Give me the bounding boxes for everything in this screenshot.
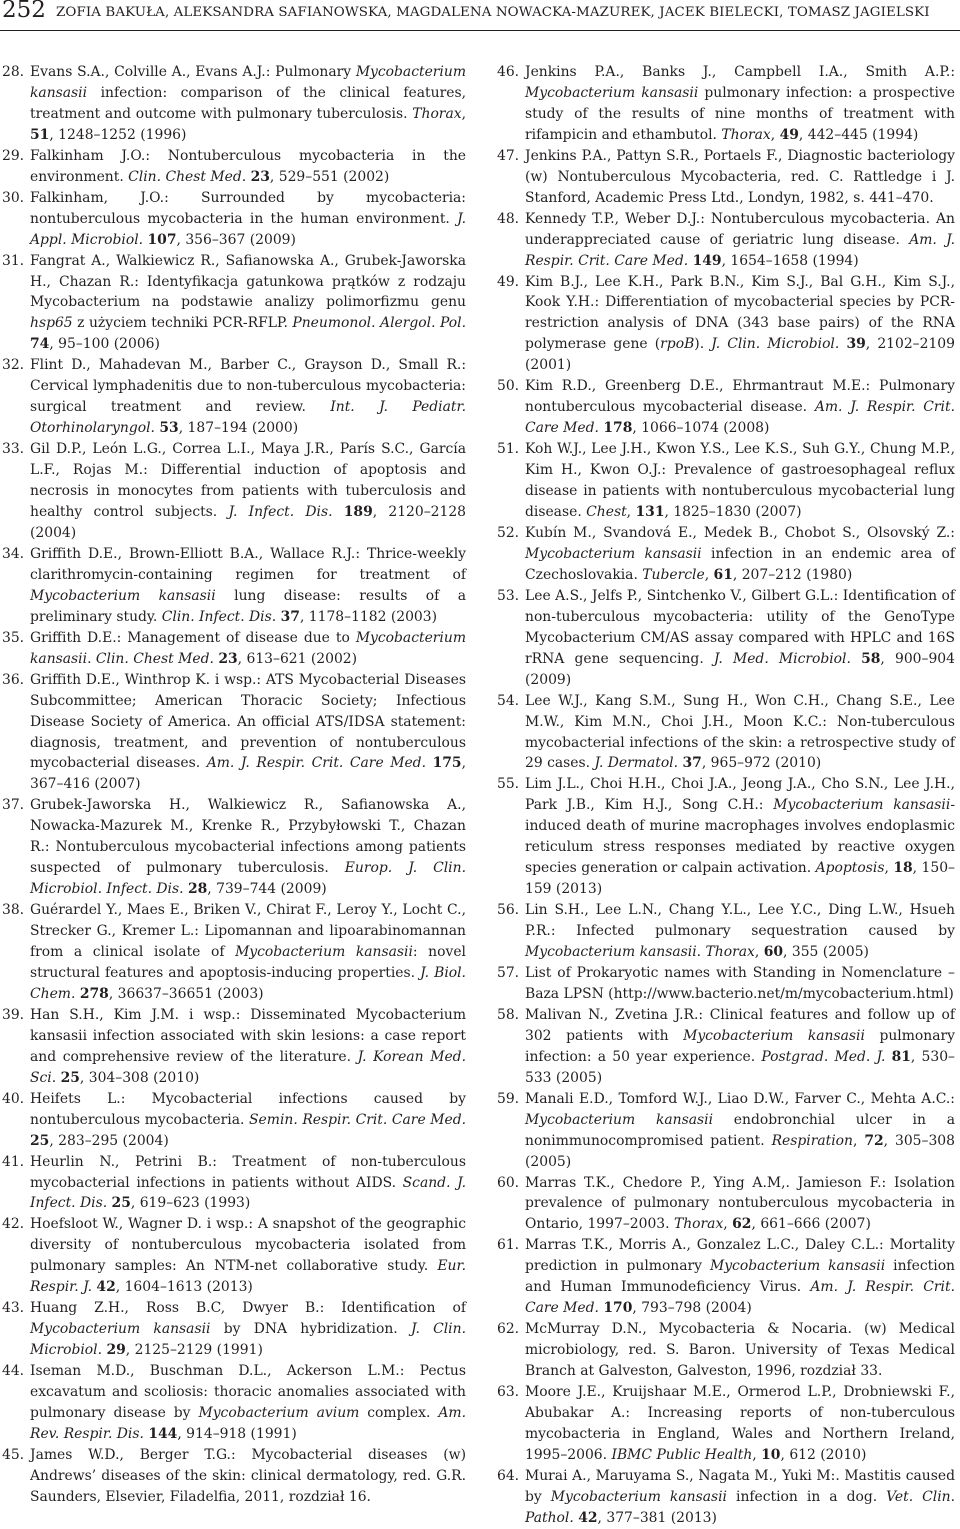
reference-volume: 23 [250,168,270,185]
reference-text: , 1604–1613 (2013) [115,1279,253,1296]
reference-volume: 189 [343,504,373,521]
reference-italic-text: Respiration [771,1132,853,1149]
reference-entry [2,251,466,356]
reference-volume: 25 [30,1132,50,1149]
reference-text: , 283–295 (2004) [49,1132,169,1149]
reference-number: 35. [2,629,25,646]
reference-entry [497,209,955,272]
reference-text: . [696,944,706,961]
reference-text: , 529–551 (2002) [269,168,390,185]
reference-entry [497,774,955,900]
reference-text: Kennedy T.P., Weber D.J.: Nontuberculous mycobacteria. An underappreciated cause of geriatric lung disease. [525,210,955,248]
reference-entry [497,1089,955,1173]
reference-number: 41. [2,1153,25,1170]
reference-text: z użyciem techniki PCR-RFLP. [72,315,293,332]
reference-italic-text: Mycobacterium kansasii [525,84,699,101]
reference-text: , 1178–1182 (2003) [299,608,438,625]
reference-italic-text: Am. Rev. Respir. Dis. [30,1405,466,1442]
reference-italic-text: hsp65 [30,315,73,332]
reference-italic-text: Postgrad. Med. J. [761,1048,886,1065]
reference-text: , 150–159 (2013) [525,860,955,898]
reference-text: Griffith D.E., Brown-Elliott B.A., Wallace R.J.: Thrice-weekly clarithromycin-containing regimen for treatment of [30,545,466,583]
reference-text: Lee A.S., Jelfs P., Sintchenko V., Gilbert G.L.: Identification of non-tuberculous mycobacteria: utility of the GenoType Mycobacterium CM/AS assay compared with HPLC and 16S rRNA gene sequencing. [525,587,955,667]
reference-italic-text: J. Clin. Microbiol. [711,336,840,353]
reference-number: 39. [2,1006,25,1023]
reference-text: Iseman M.D., Buschman D.L., Ackerson L.M.: Pectus excavatum and scoliosis: thoracic anomalies associated with pulmonary disease by [30,1363,466,1421]
reference-volume: 42 [96,1279,116,1296]
reference-number: 29. [2,147,25,164]
reference-italic-text: Mycobacterium kansasii [683,1027,865,1044]
reference-text: ). [694,336,712,353]
reference-volume: 131 [635,504,665,521]
reference-italic-text: Mycobacterium kansasii [525,944,697,961]
reference-italic-text: Vet. Clin. Pathol. [525,1488,955,1526]
reference-entry [497,439,955,523]
reference-text: James W.D., Berger T.G.: Mycobacterial diseases (w) Andrews’ diseases of the skin: clinical dermatology, red. G.R. Saunders, Elsevier, Filadelfia, 2011, rozdział 16. [30,1446,466,1505]
reference-text: Malivan N., Zvetina J.R.: Clinical features and follow up of 302 patients with [525,1006,955,1044]
reference-text: , 965–972 (2010) [701,755,822,772]
reference-column-right [497,62,955,1529]
reference-entry [497,1235,955,1319]
reference-number: 61. [497,1237,520,1254]
reference-text: Heifets L.: Mycobacterial infections caused by nontuberculous mycobacteria. [30,1090,466,1128]
reference-number: 64. [497,1467,520,1484]
reference-text: Huang Z.H., Ross B.C, Dwyer B.: Identification of [30,1300,466,1317]
reference-entry [497,900,955,963]
reference-text: lung disease: results of a preliminary study. [30,587,467,625]
reference-italic-text: Am. J. Respir. Crit. Care Med. [525,1279,955,1317]
reference-text: , [461,105,466,122]
reference-italic-text: Mycobacterium kansasii [773,797,951,814]
reference-italic-text: Mycobacterium kansasii [235,944,413,961]
page-header [0,0,960,31]
reference-entry [497,1319,955,1382]
reference-entry [497,1382,955,1466]
reference-volume: 28 [187,881,208,898]
reference-italic-text: J. Appl. Microbiol. [30,210,466,248]
reference-italic-text: Clin. Chest Med. [128,168,247,185]
reference-entry [2,146,466,188]
reference-italic-text: Am. J. Respir. Crit. Care Med. [525,231,955,269]
reference-text: , 1248–1252 (1996) [49,126,187,143]
reference-text: , 305–308 (2005) [525,1132,955,1170]
reference-italic-text: rpoB [660,336,695,353]
reference-number: 48. [497,210,520,227]
running-head: ZOFIA BAKUŁA, ALEKSANDRA SAFIANOWSKA, MAGDALENA NOWACKA-MAZUREK, JACEK BIELECKI, TOMASZ JAGIELSKI [56,5,930,20]
reference-number: 47. [497,147,520,164]
reference-italic-text: J. Dermatol. [594,755,679,772]
reference-number: 45. [2,1446,25,1463]
reference-volume: 175 [432,755,462,772]
reference-text: , 612 (2010) [780,1446,867,1463]
reference-number: 52. [497,524,520,541]
reference-entry [2,670,466,796]
reference-text: , 1066–1074 (2008) [632,420,770,437]
reference-text: , 377–381 (2013) [597,1509,717,1526]
reference-text: , [884,860,894,877]
reference-text: , 95–100 (2006) [49,336,160,353]
reference-text: , 739–744 (2009) [207,881,327,898]
reference-text: , 793–798 (2004) [632,1300,752,1317]
reference-text: Lin S.H., Lee L.N., Chang Y.L., Lee Y.C., Ding L.W., Hsueh P.R.: Infected pulmonary sequestration caused by [525,902,955,940]
reference-text: , 900–904 (2009) [525,650,955,688]
reference-volume: 144 [148,1425,178,1442]
reference-italic-text: Mycobacterium kansasii [525,1111,714,1128]
reference-number: 57. [497,964,520,981]
reference-italic-text: Mycobacterium kansasii [30,587,216,604]
reference-text: Kim B.J., Lee K.H., Park B.N., Kim S.J., Bal G.H., Kim S.J., Kook Y.H.: Differentiation of mycobacterial species by PCR-restriction analysis of DNA (343 base pairs) of the RNA polymerase gene ( [525,273,955,353]
reference-text: , 1825–1830 (2007) [664,504,802,521]
reference-volume: 58 [861,650,881,667]
reference-entry [497,963,955,1005]
reference-text: infection in an endemic area of Czechoslovakia. [525,545,955,583]
reference-entry [2,900,466,1005]
reference-italic-text: Thorax [705,944,755,961]
reference-text: Kim R.D., Greenberg D.E., Ehrmantraut M.E.: Pulmonary nontuberculous mycobacterial disease. [525,378,955,416]
reference-italic-text: J. Biol. Chem. [30,964,466,1002]
reference-text: Manali E.D., Tomford W.J., Liao D.W., Farver C., Mehta A.C.: [525,1090,955,1107]
reference-number: 46. [497,64,520,80]
reference-text: , [626,504,636,521]
reference-text: , 356–367 (2009) [176,231,296,248]
reference-text: Hoefsloot W., Wagner D. i wsp.: A snapshot of the geographic diversity of nontuberculous mycobacteria isolated from pulmonary samples: An NTM-net collaborative study. [30,1216,466,1275]
reference-volume: 29 [106,1342,126,1359]
reference-volume: 37 [682,755,702,772]
reference-text: List of Prokaryotic names with Standing in Nomenclature – Baza LPSN (http://www.bacterio.net/m/mycobacterium.html) [525,964,955,1002]
reference-italic-text: Scand. J. Infect. Dis. [30,1174,466,1212]
reference-number: 58. [497,1006,520,1023]
reference-text: Flint D., Mahadevan M., Barber C., Grayson D., Small R.: Cervical lymphadenitis due to non-tuberculous mycobacteria: surgical treatment and review. [30,357,466,416]
reference-italic-text: Mycobacterium kansasii [525,545,702,562]
reference-text: , 207–212 (1980) [732,566,853,583]
reference-text: Falkinham J.O.: Nontuberculous mycobacteria in the environment. [30,147,466,185]
reference-entry [2,1005,466,1089]
reference-volume: 60 [763,944,784,961]
reference-italic-text: Int. J. Pediatr. Otorhinolaryngol. [30,399,466,437]
reference-text: , 367–416 (2007) [30,755,466,793]
reference-text: , 304–308 (2010) [79,1069,200,1086]
reference-italic-text: J. Clin. Microbiol. [30,1321,466,1359]
reference-number: 51. [497,441,520,458]
reference-text: , [723,1216,733,1233]
reference-number: 42. [2,1216,25,1233]
reference-text: , 661–666 (2007) [751,1216,871,1233]
reference-text: infection: comparison of the clinical features, treatment and outcome with pulmonary tuberculosis. [30,84,466,122]
reference-text: , [754,944,764,961]
reference-italic-text: Tubercle [642,566,705,583]
reference-italic-text: J. Korean Med. Sci. [30,1048,466,1086]
reference-volume: 53 [159,420,179,437]
reference-number: 34. [2,545,25,562]
reference-volume: 107 [147,231,177,248]
reference-text: pulmonary infection: a 50 year experience. [525,1027,955,1065]
reference-volume: 51 [30,126,50,143]
reference-text: , 187–194 (2000) [178,420,299,437]
reference-text: , 36637–36651 (2003) [108,985,264,1002]
reference-volume: 62 [732,1216,752,1233]
reference-italic-text: Semin. Respir. Crit. Care Med. [249,1111,467,1128]
reference-volume: 170 [603,1300,633,1317]
reference-text [333,504,344,520]
reference-text: Lee W.J., Kang S.M., Sung H., Won C.H., Chang S.E., Lee M.W., Kim M.N., Choi J.H., Moon K.C.: Non-tuberculous mycobacterial infections of the skin: a retrospective study of 29 cases. [525,692,955,772]
reference-number: 33. [2,441,25,458]
reference-text: , 1654–1658 (1994) [721,252,859,269]
reference-text: , 355 (2005) [783,944,869,961]
reference-text: infection in a dog. [727,1488,887,1505]
reference-text [851,651,861,667]
reference-number: 40. [2,1090,25,1107]
reference-volume: 61 [713,566,733,583]
reference-text: Marras T.K., Chedore P., Ying A.M,. Jamieson F.: Isolation prevalence of pulmonary nontuberculous mycobacteria in Ontario, 1997–2003. [525,1174,955,1233]
reference-entry [2,188,466,251]
reference-text: Marras T.K., Morris A., Gonzalez L.C., Daley C.L.: Mortality prediction in pulmonary [525,1237,955,1275]
reference-entry [2,1298,466,1361]
reference-text: : novel structural features and apoptosis-inducing properties. [30,944,466,981]
reference-italic-text: IBMC Public Health [611,1446,753,1463]
reference-number: 63. [497,1384,520,1401]
reference-text: endobronchial ulcer in a nonimmunocompromised patient. [525,1111,956,1149]
reference-text: Han S.H., Kim J.M. i wsp.: Disseminated Mycobacterium kansasii infection associated with skin lesions: a case report and comprehensive review of the literature. [30,1006,466,1065]
reference-text: , [852,1132,865,1149]
reference-text: , 2125–2129 (1991) [125,1342,263,1359]
reference-column-left [2,62,466,1508]
reference-text: Guérardel Y., Maes E., Briken V., Chirat F., Leroy Y., Locht C., Strecker G., Kremer L.: Lipomannan and lipoarabinomannan from a clinical isolate of [30,902,466,961]
reference-text: , 530–533 (2005) [525,1048,955,1086]
reference-italic-text: J. Med. Microbiol. [713,650,851,667]
reference-entry [2,1214,466,1298]
reference-number: 37. [2,797,25,814]
reference-entry [2,355,466,439]
reference-entry [497,586,955,691]
reference-entry [497,691,955,775]
reference-text: Lim J.L., Choi H.H., Choi J.A., Jeong J.A., Cho S.N., Lee J.H., Park J.B., Kim H.J., Song C.H.: [525,776,955,814]
reference-text: -induced death of murine macrophages involves endoplasmic reticulum stress responses mediated by reactive oxygen species generation or calpain activation. [525,797,956,877]
reference-text: Murai A., Maruyama S., Nagata M., Yuki M:. Mastitis caused by [525,1467,955,1505]
reference-number: 44. [2,1363,25,1380]
reference-entry [497,146,955,209]
reference-entry [497,62,955,146]
reference-text: , [704,566,714,583]
reference-entry [2,1152,466,1215]
reference-text: Griffith D.E., Winthrop K. i wsp.: ATS Mycobacterial Diseases Subcommittee; American Thoracic Society; Infectious Disease Society of America. An official ATS/IDSA statement: diagnosis, treatment, and prevention of nontuberculous mycobacterial diseases. [30,671,466,772]
reference-entry [2,439,466,544]
reference-entry [2,795,466,900]
reference-volume: 74 [30,336,50,353]
reference-volume: 42 [578,1509,598,1526]
reference-entry [2,1445,466,1508]
reference-volume: 23 [218,650,238,667]
reference-number: 55. [497,776,520,793]
reference-text: , 914–918 (1991) [177,1425,297,1442]
reference-volume: 149 [692,252,722,269]
reference-italic-text: Chest [586,504,627,521]
reference-entry [497,272,955,377]
reference-italic-text: Europ. J. Clin. Microbiol. Infect. Dis. [30,860,466,898]
reference-number: 60. [497,1174,520,1191]
reference-italic-text: J. Infect. Dis. [228,504,333,521]
reference-text: Jenkins P.A., Banks J., Campbell I.A., Smith A.P.: [525,64,955,80]
reference-italic-text: Mycobacterium avium [198,1405,360,1421]
reference-text: Kubín M., Svandová E., Medek B., Chobot S., Olsovský Z.: [525,524,955,541]
reference-italic-text: Apoptosis [815,860,885,877]
reference-volume: 72 [864,1132,884,1149]
reference-text: . [87,650,96,667]
reference-entry [497,523,955,586]
reference-text: Falkinham, J.O.: Surrounded by mycobacteria: nontuberculous mycobacteria in the human environment. [30,189,466,227]
reference-italic-text: Pneumonol. Alergol. Pol. [292,315,466,332]
reference-number: 54. [497,692,520,709]
reference-text: , 2120–2128 (2004) [30,504,467,541]
reference-italic-text: Clin. Infect. Dis. [161,608,277,625]
page-number: 252 [2,0,46,23]
reference-text: Gil D.P., León L.G., Correa L.I., Maya J.R., París S.C., García L.F., Rojas M.: Differential induction of apoptosis and necrosis in monocytes from patients with tuberculosis and healthy control subjects. [30,441,466,521]
reference-volume: 81 [891,1048,911,1065]
reference-text: , 2102–2109 (2001) [525,336,955,374]
reference-number: 31. [2,252,25,269]
reference-number: 36. [2,671,25,688]
reference-number: 49. [497,273,520,290]
reference-text: infection and Human Immunodeficiency Virus. [525,1258,956,1296]
reference-italic-text: Am. J. Respir. Crit. Care Med. [206,755,426,772]
reference-number: 59. [497,1090,520,1107]
reference-text: , 613–621 (2002) [237,650,358,667]
reference-entry [497,376,955,439]
reference-entry [2,1089,466,1152]
reference-text: Koh W.J., Lee J.H., Kwon Y.S., Lee K.S., Suh G.Y., Chung M.P., Kim H., Kwon O.J.: Prevalence of gastroesophageal reflux disease in patients with nontuberculous mycobacterial lung disease. [525,441,955,521]
reference-text: pulmonary infection: a prospective study of the results of nine months of treatment with rifampicin and ethambutol. [525,84,956,143]
reference-italic-text: Mycobacterium kansasii [30,1321,211,1338]
reference-number: 30. [2,189,25,206]
reference-entry [497,1173,955,1236]
reference-text: Fangrat A., Walkiewicz R., Safianowska A., Grubek-Jaworska H., Chazan R.: Identyfikacja gatunkowa prątków z rodzaju Mycobacterium na podstawie analizy polimorfizmu genu [30,252,466,311]
reference-number: 32. [2,357,25,374]
reference-entry [2,62,466,146]
reference-volume: 49 [779,126,799,143]
reference-text: Evans S.A., Colville A., Evans A.J.: Pulmonary [30,64,356,80]
reference-number: 62. [497,1321,520,1338]
reference-volume: 25 [60,1069,80,1086]
reference-text: Moore J.E., Kruijshaar M.E., Ormerod L.P., Drobniewski F., Abubakar A.: Increasing reports of non-tuberculous mycobacteria in England, Wales and Northern Ireland, 1995–2006. [525,1384,955,1463]
reference-entry [2,1361,466,1445]
reference-number: 28. [2,64,25,80]
reference-text: Jenkins P.A., Pattyn S.R., Portaels F., Diagnostic bacteriology (w) Nontuberculous Mycobacteria, red. C. Rattledge i J. Stanford, Academic Press Ltd., Londyn, 1982, s. 441–470. [525,147,955,206]
reference-italic-text: Am. J. Respir. Crit. Care Med. [525,399,955,437]
reference-text: complex. [359,1405,439,1421]
reference-italic-text: Clin. Chest Med. [95,650,214,667]
reference-text [426,755,433,771]
reference-text: Griffith D.E.: Management of disease due to [30,629,356,646]
reference-text: , [752,1446,762,1463]
reference-italic-text: Mycobacterium kansasii [550,1488,727,1505]
reference-volume: 39 [846,336,866,353]
reference-text: Heurlin N., Petrini B.: Treatment of non-tuberculous mycobacterial infections in patients without AIDS. [30,1153,466,1191]
reference-number: 50. [497,378,520,395]
reference-text: McMurray D.N., Mycobacteria & Nocaria. (w) Medical microbiology, red. S. Baron. University of Texas Medical Branch at Galveston, Galveston, 1996, rozdział 33. [525,1321,955,1380]
reference-text: by DNA hybridization. [210,1321,411,1338]
reference-entry [497,1005,955,1089]
reference-italic-text: Mycobacterium kansasii [30,64,466,101]
reference-volume: 18 [893,860,913,877]
reference-italic-text: Thorax [721,126,771,143]
reference-text: , 442–445 (1994) [798,126,919,143]
reference-number: 43. [2,1300,25,1317]
reference-entry [497,1466,955,1529]
reference-entry [2,544,466,628]
reference-italic-text: Thorax [673,1216,724,1233]
reference-italic-text: Mycobacterium kansasii [30,629,466,667]
reference-entry [2,628,466,670]
reference-volume: 10 [761,1446,781,1463]
reference-italic-text: Thorax [412,105,462,122]
reference-text: , 619–623 (1993) [130,1195,251,1212]
reference-volume: 25 [111,1195,131,1212]
reference-volume: 278 [79,985,109,1002]
reference-number: 38. [2,902,25,919]
reference-volume: 37 [280,608,300,625]
reference-number: 56. [497,902,520,919]
reference-volume: 178 [603,420,633,437]
reference-text: , [770,126,780,143]
reference-italic-text: Eur. Respir. J. [30,1258,466,1296]
reference-number: 53. [497,587,520,604]
reference-text: Grubek-Jaworska H., Walkiewicz R., Safianowska A., Nowacka-Mazurek M., Krenke R., Przybyłowski T., Chazan R.: Nontuberculous mycobacterial infections among patients suspected of pulmonary tuberculosis. [30,797,466,877]
reference-italic-text: Mycobacterium kansasii [709,1258,886,1275]
